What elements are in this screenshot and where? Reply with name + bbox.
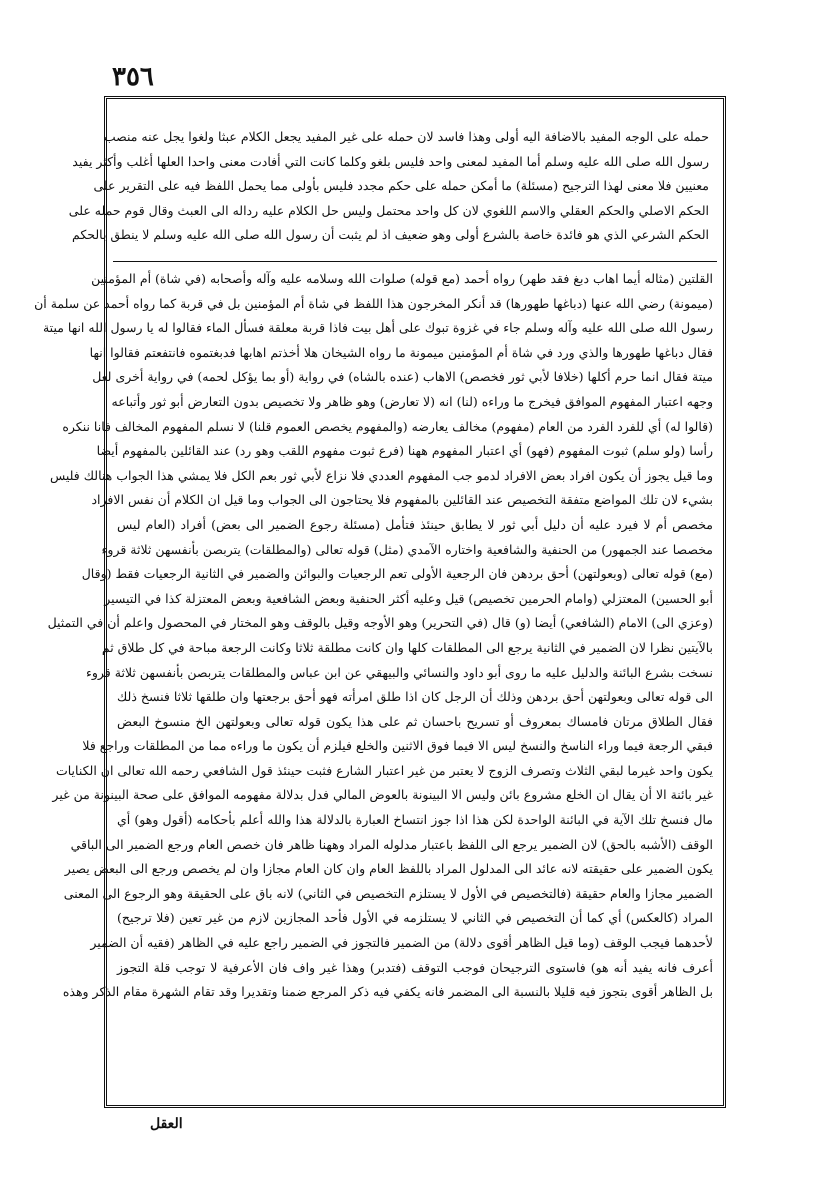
section-divider (113, 261, 717, 262)
catchword: العقل (150, 1116, 183, 1132)
main-line: وما قيل يجوز أن يكون افراد بعض الافراد لدمو جب المفهوم العددي فلا نزاع لأبي ثور بعم الكل فلا يمشي هذا الجواب هنالك فليس (49, 467, 713, 483)
main-line: لأحدهما فيجب الوقف (وما قيل الظاهر أقوى دلالة) من الضمير فالتجوز في الضمير راجع عليه في الظاهر (فقيه أن الضمير (90, 935, 713, 951)
top-line: الحكم الشرعي الذي هو فائدة خاصة بالشرع أولى وهو ضعيف اذ لم يثبت أن رسول الله صلى الله عليه وسلم لا ينطق بالحكم (72, 227, 709, 242)
main-line: بالآيتين نظرا لان الضمير في الثانية يرجع الى المطلقات كلها وان كانت مطلقة ثلاثا وكانت الرجعة مباحة في كل طلاق ثم (101, 639, 713, 655)
main-line: ميتة فقال انما حرم أكلها (خلافا لأبي ثور فخصص) الاهاب (عنده بالشاه) في رواية (أو بما يؤكل لحمه) في رواية أخرى لعل (92, 369, 713, 385)
main-line: الى قوله تعالى وبعولتهن أحق بردهن وذلك أن الرجل كان اذا طلق امرأته فهو أحق برجعتها وان طلقها ثلاثا فنسخ ذلك (117, 689, 713, 705)
main-line: مخصصا عند الجمهور) من الحنفية والشافعية واختاره الآمدي (مثل) قوله تعالى (والمطلقات) يتربصن بأنفسهن ثلاثة قروء (101, 541, 713, 557)
main-line: رأسا (ولو سلم) ثبوت المفهوم (فهو) أي اعتبار المفهوم ههنا (فرع ثبوت مفهوم اللقب وهو رد) عند القائلين بالمفهوم أيضا (96, 443, 713, 459)
main-line: فقال الطلاق مرتان فامساك بمعروف أو تسريح باحسان ثم على هذا يكون قوله تعالى وبعولتهن الخ منسوخ البعض (117, 713, 714, 729)
main-line: يكون واحد غيرما لبقي الثلاث وتصرف الزوج لا يعتبر من غير اعتبار الشارع فثبت حينئذ قول الشافعي رحمه الله تعالى ان الكنايات (55, 762, 713, 778)
main-line: نسخت بشرع البائنة والدليل عليه ما روى أبو داود والنسائي والبيهقي عن ابن عباس والمطلقات يتربصن بأنفسهن ثلاثة قروء (86, 664, 713, 680)
main-line: بشيء لان تلك المواضع متفقة التخصيص عند القائلين بالمفهوم فلا يحتاجون الى الجواب وما قيل ان الكلام أن نفس الافراد (91, 492, 713, 508)
main-line: (قالوا له) أي للفرد الفرد من العام (مفهوم) مخالف يعارضه (والمفهوم يخصص العموم قلنا) لا نسلم المفهوم المخالف فانا ننكره (62, 418, 713, 434)
main-text-block (34, 267, 714, 1099)
top-line: الحكم الاصلي والحكم العقلي والاسم اللغوي لان كل واحد محتمل وليس حل الكلام عليه رداله الى العبث وقال قوم حمله على (68, 202, 709, 218)
page-frame (34, 96, 726, 1108)
main-line: فقال دباغها طهورها والذي ورد في شاة أم المؤمنين ميمونة ما رواه الشيخان هلا أخذتم اهابها فدبغتموه فانتفعتم فقالوا انها (89, 344, 713, 360)
top-line: رسول الله صلى الله عليه وسلم أما المفيد لمعنى واحد فليس بلغو وكلما كانت التي أفادت معنى واحدا العلها أغلب وأكثر يفيد (72, 153, 709, 169)
main-line: (وعزي الى) الامام (الشافعي) أيضا (و) قال (في التحرير) وهو الأوجه وقيل بالوقف وهو المختار في المحصول واعلم أن في التمثيل (47, 615, 713, 631)
page-number: ٣٥٦ (112, 62, 154, 92)
main-line: الوقف (الأشبه بالحق) لان الضمير يرجع الى اللفظ باعتبار مدلوله المراد وههنا ظاهر فان خصص العام ورجع الضمير الى الباقي (70, 836, 713, 852)
top-line: معنيين فلا معنى لهذا الترجيح (مسئلة) ما أمكن حمله على حكم مجدد فليس بأولى مما يحمل اللفظ فيه على التقرير على (93, 178, 709, 193)
top-line: حمله على الوجه المفيد بالاضافة اليه أولى وهذا فاسد لان حمله على غير المفيد يجعل الكلام عبثا ولغوا يجل عنه منصب (103, 129, 709, 144)
main-line: القلتين (مثاله أيما اهاب دبغ فقد طهر) رواه أحمد (مع قوله) صلوات الله وسلامه عليه وآله وأصحابه (في شاة) أم المؤمنين (91, 271, 713, 286)
main-line: رسول الله صلى الله عليه وآله وسلم جاء في غزوة تبوك على أهل بيت فاذا قربة معلقة فسأل الماء فقالوا له يا رسول الله انها ميتة (42, 320, 713, 336)
main-line: بل الظاهر أقوى بتجوز فيه قليلا بالنسبة الى المضمر فانه يكفي فيه ذكر المرجع ضمنا وتقديرا وقد تقام الشهرة مقام الذكر وهذه (62, 984, 713, 1000)
main-line: (مع) قوله تعالى (وبعولتهن) أحق بردهن فان الرجعية الأولى تعم الرجعيات والبوائن والضمير في الثانية الرجعيات فقط (وقال (81, 566, 713, 582)
main-line: مخصص أم لا فيرد عليه أن دليل أبي ثور لا يطابق حينئذ فتأمل (مسئلة رجوع الضمير الى بعض) أفراد (العام ليس (117, 516, 713, 532)
commentary-top-block (68, 125, 709, 249)
main-line: مال فنسخ تلك الآية في البائنة الواحدة لكن هذا اذا جوز انتساخ العبارة بالدلالة هذا والله أعلم بأحكامه (أقول وهو) أي (117, 812, 713, 828)
main-line: المراد (كالعكس) أي كما أن التخصيص في الثاني لا يستلزمه في الأول فأحد المجازين لازم من غير تعين (فلا ترجيح) (117, 910, 713, 926)
main-line: فبقي الرجعة فيما وراء الناسخ والنسخ ليس الا فيما فوق الاثنين والخلع فيلزم أن يكون ما وراءه مما من المطلقات وراجع فلا (82, 738, 713, 754)
main-line: (ميمونة) رضي الله عنها (دباغها طهورها) قد أنكر المخرجون هذا اللفظ في شاة أم المؤمنين بل في قربة كما رواه أحمد عن سلمة أن (34, 295, 713, 311)
main-line: الضمير مجازا والعام حقيقة (فالتخصيص في الأول لا يستلزم التخصيص في الثاني) لانه باق على الحقيقة وهو الرجوع الى المعنى (63, 885, 713, 901)
main-line: غير بائنة الا أن يقال ان الخلع مشروع بائن وليس الا البينونة بالعوض المالي فدل بدلالة مفهومه الموافق على صحة البينونة من غير (52, 787, 713, 803)
main-line: أبو الحسين) المعتزلي (وامام الحرمين تخصيص) قيل وعليه أكثر الحنفية وبعض الشافعية وبعض المعتزلة كذا في التيسير (104, 590, 713, 606)
main-line: أعرف فانه يفيد أنه هو) فاستوى الترجيحان فوجب التوقف (فتدبر) وهذا غير واف فان الأعرفية لا توجب قلة التجوز (117, 959, 713, 975)
main-line: وجهه اعتبار المفهوم الموافق فيخرج ما وراءه (لنا) انه (لا تعارض) وهو ظاهر ولا تخصيص بدون التعارض أبو ثور وأتباعه (111, 393, 713, 409)
main-line: يكون الضمير على حقيقته لانه عائد الى المدلول المراد باللفظ العام وان كان العام مجازا وان لم يخصص ورجع الى البعض يصير (64, 861, 713, 877)
